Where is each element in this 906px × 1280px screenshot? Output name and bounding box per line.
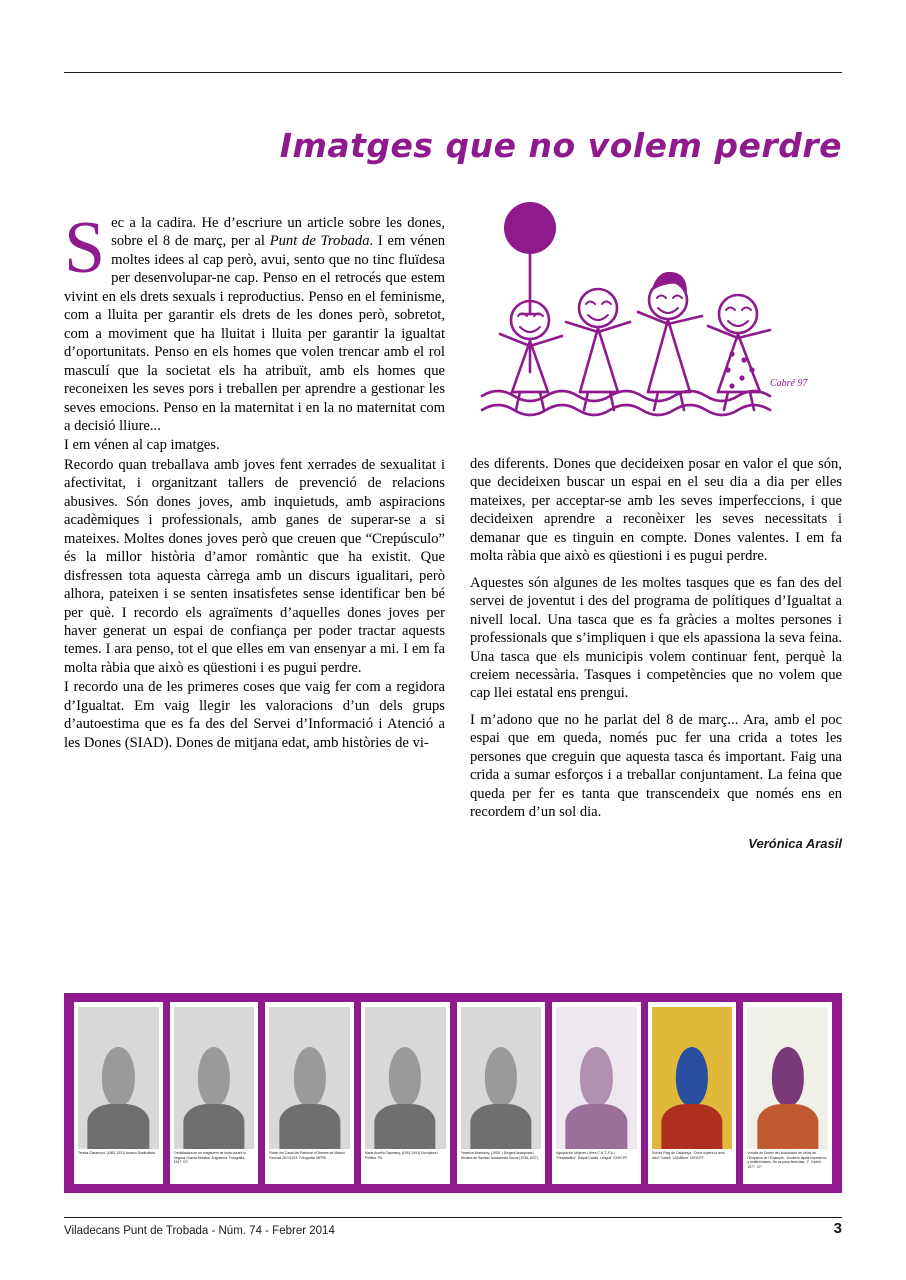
drop-cap: S (64, 207, 106, 289)
page-number: 3 (833, 1220, 842, 1237)
paragraph: des diferents. Dones que decideixen posar en valor el que són, que decideixen buscar un espai en el seu dia a dia per elles mateixes, per acceptar-se amb les seves imperfeccions, i que decideixen aprendre a reconèixer les seves necessitats i demanar que es tinguin en compte. Dones valentes. I em fa molta ràbia que això es qüestioni i es pugui perdre. (470, 456, 842, 565)
photo-caption: Rober del Casal del Patronat d’Obreres de Mataró. Feminal 26/1/1913. Fotografia, MPFB. (269, 1151, 346, 1160)
photo-item (743, 1002, 832, 1184)
author-signature: Verónica Arasil (748, 835, 842, 851)
photo-caption: Agrupación Mujeres Libres C.N.T.-F.A.I. “Resaltadilla”. Dalçat Català. Litògraf. CEHCPF. (556, 1151, 628, 1160)
paragraph-text: ec a la cadira. He d’escriure un article sobre les dones, sobre el 8 de març, per al Punt de Trobada. I em vénen moltes idees al cap però, avui, sento que no tinc fluïdesa per desenvolupar-ne cap. Penso en el retrocés que estem vivint en els drets sexuals i reproductius. Penso en el feminisme, com a lluita per garantir els drets de les dones però, sobretot, com a moviment que ha lluitat i lluita per garantir la igualtat d’oportunitats. Penso en els homes que volen trencar amb el rol masculí que la societat els ha atribuït, amb els homes que reconeixen les seves pors i treballen per aprendre a gestionar les seves emocions. Penso en la maternitat i en la no maternitat com a decisió lliure... (64, 215, 445, 434)
top-divider (64, 72, 842, 73)
page-title: Imatges que no volem perdre (279, 126, 842, 166)
photo-item (361, 1002, 450, 1184)
footer-divider (64, 1217, 842, 1218)
photo-item (74, 1002, 163, 1184)
photo-image (365, 1007, 446, 1149)
paragraph: Aquestes són algunes de les moltes tasques que es fan des del servei de joventut i des del programa de polítiques d’Igualtat a nivell local. Una tasca que es fa gràcies a moltes persones i professionals que s’impliquen i que els apassiona la seva feina. Una tasca que els municipis volem continuar fent, perquè la creiem necessària. Tasques i competències que no volem que cap llei estatal ens prengui. (470, 574, 842, 702)
photo-image (652, 1007, 733, 1149)
svg-text:Cabré 97: Cabré 97 (770, 378, 808, 389)
historical-photo-strip (64, 993, 842, 1193)
footer-text: Viladecans Punt de Trobada - Núm. 74 - Febrer 2014 (64, 1225, 335, 1237)
dones-ballant-illustration (470, 196, 842, 436)
photo-caption: Socors Roig de Catalunya. “Dona supera la teva obra” Cartell. 125x88cm. CEHCPF. (651, 1151, 725, 1160)
paragraph: I em vénen al cap imatges. (64, 437, 220, 454)
photo-item (170, 1002, 259, 1184)
photo-image (747, 1007, 828, 1149)
paragraph: I recordo una de les primeres coses que vaig fer com a regidora d’Igualtat. Em vaig llegir les valoracions d’un dels grups d’autoestima que es fa des del Servei d’Informació i Atenció a les Dones (SIAD). Dones de mitjana edat, amb històries de vi- (64, 679, 445, 751)
photo-item (265, 1002, 354, 1184)
article-right-column (470, 455, 842, 852)
photo-item (552, 1002, 641, 1184)
photo-image (269, 1007, 350, 1149)
paragraph-intro (64, 207, 445, 435)
photo-image (78, 1007, 159, 1149)
photo-caption: Maria Aurèlia Capmany, (1918-1991) Escriptora i Política. PA. (364, 1151, 439, 1160)
article-left-column (64, 207, 445, 753)
photo-item (648, 1002, 737, 1184)
photo-image (556, 1007, 637, 1149)
photo-image (461, 1007, 542, 1149)
photo-item (457, 1002, 546, 1184)
paragraph: Recordo quan treballava amb joves fent xerrades de sexualitat i afectivitat, i organitzant tallers de prevenció de relacions abusives. Són dones joves, amb inquietuds, amb aspiracions acadèmiques i professionals, amb ganes de superar-se a si mateixes. Moltes dones joves però que creuen que “Crepúsculo” és la millor història d’amor romàntic que ha existit. Que disfressen tota aquesta càrrega amb un discurs igualitari, però alhora, pateixen i se senten insatisfetes sense identificar ben bé per què. I recordo els agraïments d’aquelles dones joves per haver generat un espai de confiança per poder tractar aquests temes. I ara penso, tot el que elles em van ensenyar a mi. I em fa molta ràbia que això es qüestioni i es pugui perdre. (64, 456, 445, 676)
photo-caption: Teresa Claramunt, (1862-1931) Anarco-Sindicalista. (78, 1151, 156, 1155)
photo-image (174, 1007, 255, 1149)
photo-caption: Vocalia de Dones de l’Associació de Veïns de l’Esquerra de l’Eixample. “Anuleció lapsis impresivos y antifeministes. No se pasa feminista, J”. Cartell 1977, CP. (747, 1151, 827, 1169)
photo-caption: Treballadora en un magatzem de fusta durant la Segona Guerra Mundial. Anglaterra. Fotografia, 1947. CP. (173, 1151, 246, 1165)
paragraph: I m’adono que no he parlat del 8 de març... Ara, amb el poc espai que em queda, només puc fer una crida a totes les persones que creguin que aquesta tasca és important. Faig una crida a sumar esforços i a treballar conjuntament. La feina que queda per fer es tanta que transcendeix que només ens en recordem d’un sol dia. (470, 711, 842, 821)
photo-caption: Federica Montseny, (1905- ) Dirigent Anarquista i Ministra de Sanitat i Assistència Social (1936-1937). (460, 1151, 539, 1160)
